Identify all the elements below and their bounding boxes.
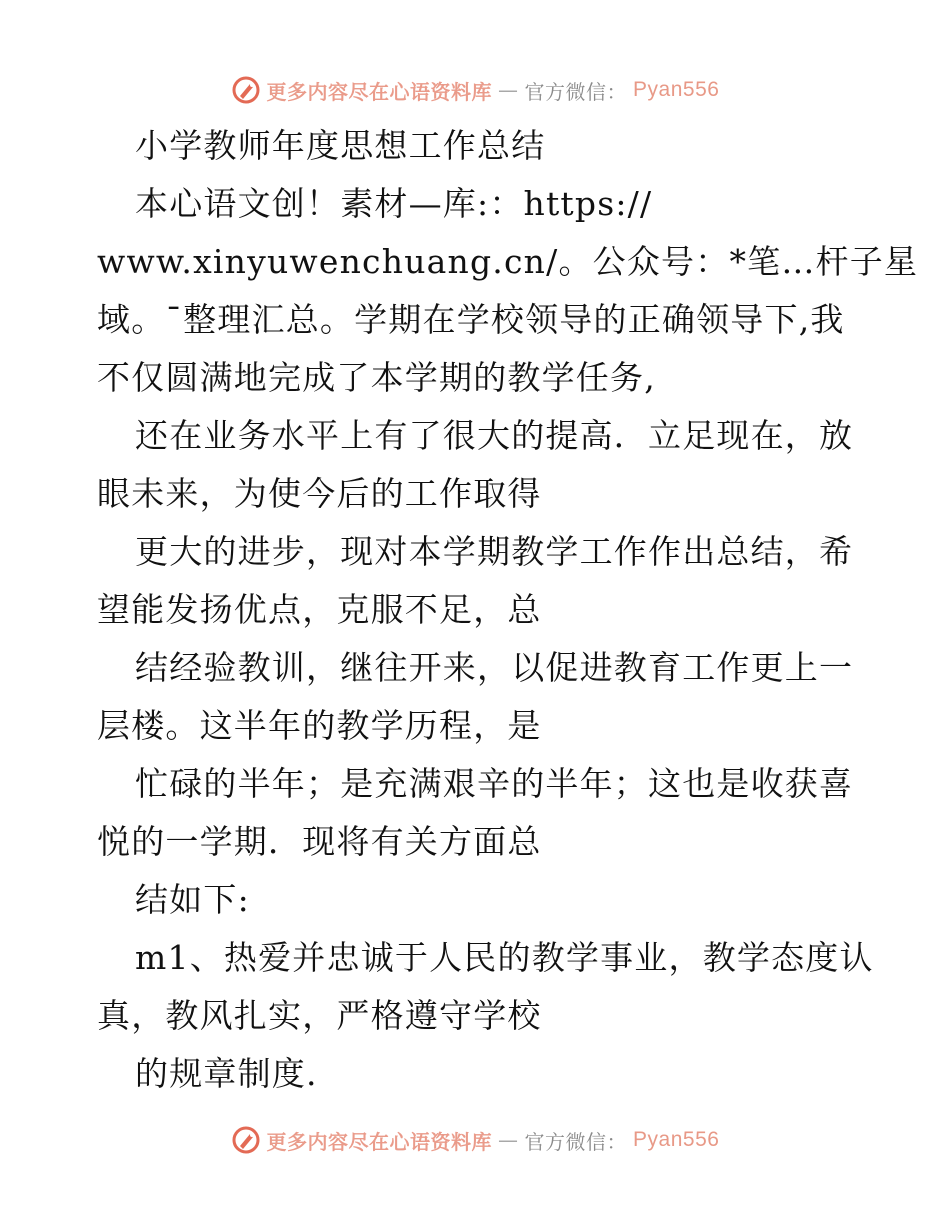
footer-watermark bbox=[0, 1120, 950, 1160]
footer-contact-id: Pyan556 bbox=[633, 1128, 720, 1151]
header-separator: — bbox=[498, 78, 519, 102]
text-line: 悦的一学期．现将有关方面总 bbox=[97, 822, 542, 861]
footer-separator: — bbox=[498, 1128, 519, 1152]
text-line: 本心语文创！素材—库:：https:// bbox=[135, 184, 653, 223]
pen-logo-icon bbox=[231, 75, 261, 105]
text-line: 更大的进步，现对本学期教学工作作出总结，希 bbox=[135, 532, 854, 571]
text-line: www.xinyuwenchuang.cn/。公众号：*笔…杆子星 bbox=[97, 242, 919, 281]
header-watermark bbox=[0, 70, 950, 110]
text-line: 的规章制度. bbox=[135, 1054, 318, 1093]
text-line: 真，教风扎实，严格遵守学校 bbox=[97, 996, 542, 1035]
text-line: 还在业务水平上有了很大的提高．立足现在，放 bbox=[135, 416, 854, 455]
footer-contact-label: 官方微信： bbox=[524, 1129, 628, 1154]
text-line: 结如下: bbox=[135, 880, 250, 919]
header-contact-id: Pyan556 bbox=[633, 78, 720, 101]
footer-watermark-text: 更多内容尽在心语资料库 bbox=[266, 1129, 493, 1154]
header-contact-label: 官方微信： bbox=[524, 79, 628, 104]
pen-logo-icon bbox=[231, 1125, 261, 1155]
text-line: 不仅圆满地完成了本学期的教学任务, bbox=[97, 358, 656, 397]
document-title: 小学教师年度思想工作总结 bbox=[135, 126, 546, 165]
text-line: m1、热爱并忠诚于人民的教学事业，教学态度认 bbox=[135, 938, 874, 977]
text-line: 忙碌的半年；是充满艰辛的半年；这也是收获喜 bbox=[135, 764, 854, 803]
text-line: 望能发扬优点，克服不足，总 bbox=[97, 590, 542, 629]
text-line: 域。¯整理汇总。学期在学校领导的正确领导下,我 bbox=[97, 300, 845, 339]
text-line: 层楼。这半年的教学历程，是 bbox=[97, 706, 542, 745]
header-watermark-text: 更多内容尽在心语资料库 bbox=[266, 79, 493, 104]
header-watermark-inner bbox=[231, 75, 720, 105]
text-line: 结经验教训，继往开来，以促进教育工作更上一 bbox=[135, 648, 854, 687]
footer-watermark-inner bbox=[231, 1125, 720, 1155]
text-line: 眼未来，为使今后的工作取得 bbox=[97, 474, 542, 513]
